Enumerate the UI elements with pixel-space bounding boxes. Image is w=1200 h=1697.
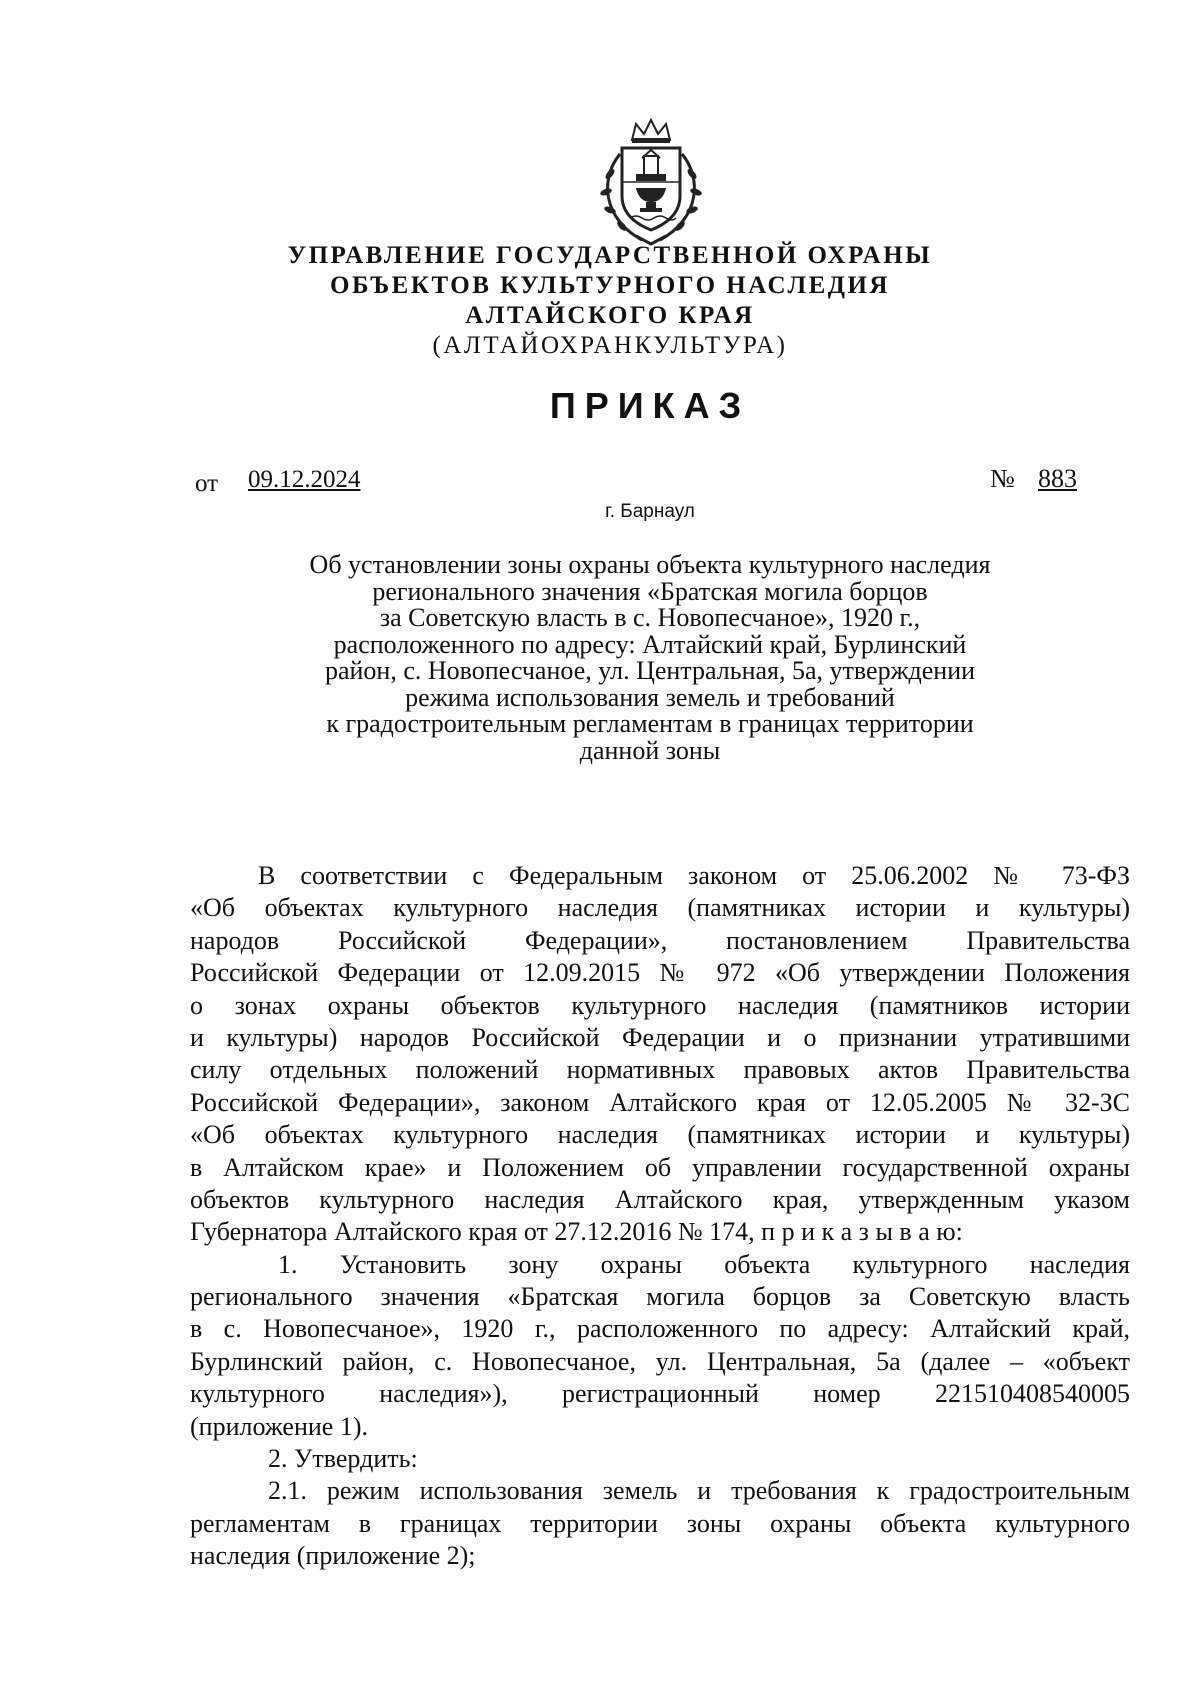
order-number: 883 xyxy=(1038,464,1077,493)
agency-name-line-3: АЛТАЙСКОГО КРАЯ xyxy=(465,302,755,329)
body-line: 1. Установить зону охраны объекта культурного наследия xyxy=(278,1249,1130,1279)
body-line: и культуры) народов Российской Федерации и о признании утратившими xyxy=(190,1022,1130,1052)
body-line: наследия (приложение 2); xyxy=(190,1541,476,1571)
body-line: в Алтайском крае» и Положением об управлении государственной охраны xyxy=(190,1152,1130,1182)
body-line: 2.1. режим использования земель и требования к градостроительным xyxy=(268,1476,1130,1506)
city-label: г. Барнаул xyxy=(605,501,695,522)
body-line: Российской Федерации от 12.09.2015 № 972 «Об утверждении Положения xyxy=(190,958,1130,988)
body-line: 2. Утвердить: xyxy=(268,1444,418,1474)
body-line: В соответствии с Федеральным законом от 25.06.2002 № 73-ФЗ xyxy=(258,861,1130,890)
body-line: Бурлинский район, с. Новопесчаное, ул. Центральная, 5а (далее – «объект xyxy=(190,1346,1130,1376)
body-line: народов Российской Федерации», постановлением Правительства xyxy=(190,925,1130,955)
body-line: Губернатора Алтайского края от 27.12.2016 № 174, п р и к а з ы в а ю: xyxy=(190,1217,963,1247)
order-body xyxy=(190,860,1130,1573)
body-line: «Об объектах культурного наследия (памятниках истории и культуры) xyxy=(190,1120,1130,1150)
subject-line: Об установлении зоны охраны объекта культурного наследия xyxy=(309,550,991,579)
agency-name xyxy=(260,241,960,361)
number-sign-label: № xyxy=(990,464,1015,493)
body-line: регионального значения «Братская могила борцов за Советскую власть xyxy=(190,1282,1130,1312)
subject-line: данной зоны xyxy=(579,735,721,765)
order-subject xyxy=(260,552,1040,764)
agency-name-line-1: УПРАВЛЕНИЕ ГОСУДАРСТВЕННОЙ ОХРАНЫ xyxy=(287,242,933,269)
body-line: объектов культурного наследия Алтайского края, утвержденным указом xyxy=(190,1184,1130,1214)
body-line: о зонах охраны объектов культурного наследия (памятников истории xyxy=(190,990,1130,1020)
subject-line: режима использования земель и требований xyxy=(405,682,895,712)
body-line: Российской Федерации», законом Алтайского края от 12.05.2005 № 32-ЗС xyxy=(190,1087,1130,1117)
date-prefix-label: от xyxy=(195,470,219,497)
subject-line: к градостроительным регламентам в границах территории xyxy=(326,709,974,738)
body-line: в с. Новопесчаное», 1920 г., расположенного по адресу: Алтайский край, xyxy=(190,1314,1130,1344)
body-line: регламентам в границах территории зоны охраны объекта культурного xyxy=(190,1508,1130,1538)
subject-line: расположенного по адресу: Алтайский край, Бурлинский xyxy=(333,629,967,659)
coat-of-arms-icon xyxy=(592,118,710,248)
agency-name-line-2: ОБЪЕКТОВ КУЛЬТУРНОГО НАСЛЕДИЯ xyxy=(330,272,890,299)
body-line: культурного наследия»), регистрационный номер 221510408540005 xyxy=(190,1379,1130,1409)
subject-line: район, с. Новопесчаное, ул. Центральная, 5а, утверждении xyxy=(324,656,976,685)
subject-line: регионального значения «Братская могила борцов xyxy=(372,576,928,606)
body-line: (приложение 1). xyxy=(190,1411,369,1441)
subject-line: за Советскую власть в с. Новопесчаное», 1920 г., xyxy=(379,603,921,632)
document-type-title: ПРИКАЗ xyxy=(549,385,751,426)
body-line: силу отдельных положений нормативных правовых актов Правительства xyxy=(190,1055,1130,1085)
order-date: 09.12.2024 xyxy=(248,466,361,493)
body-line: «Об объектах культурного наследия (памятниках истории и культуры) xyxy=(190,893,1130,923)
agency-abbreviation: (АЛТАЙОХРАНКУЛЬТУРА) xyxy=(432,332,788,359)
